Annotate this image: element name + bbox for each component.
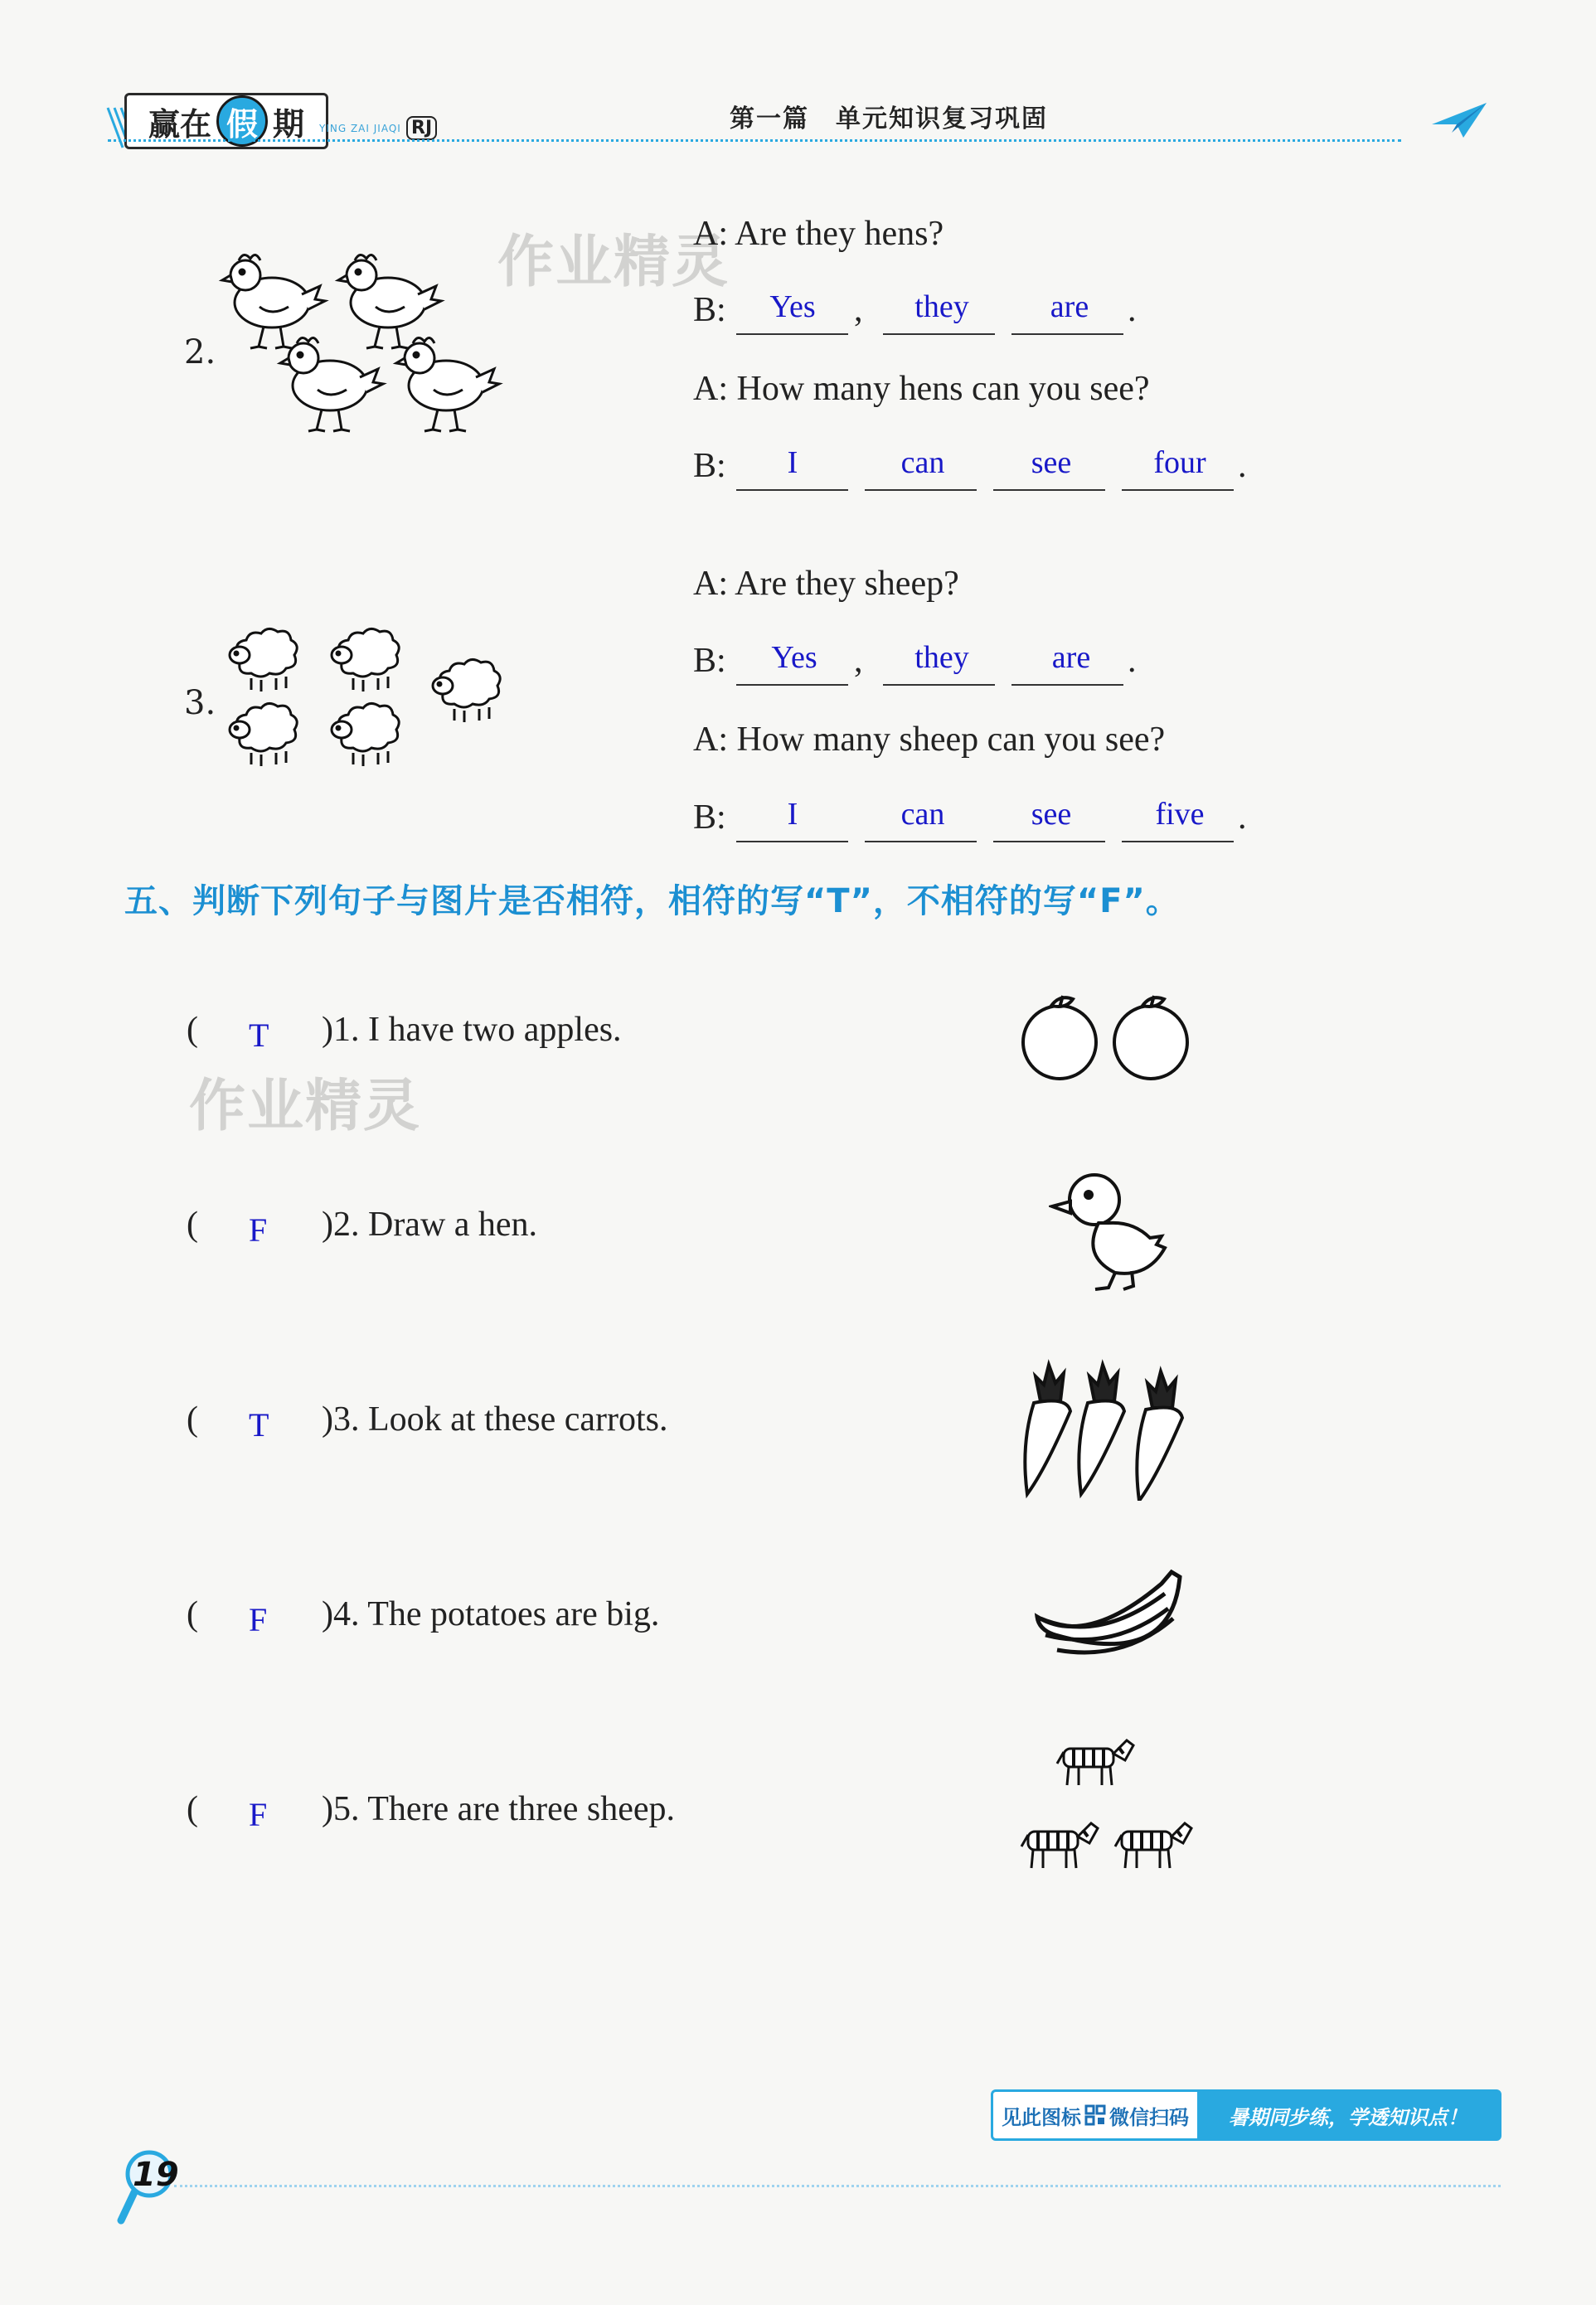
section-title: 第一篇 单元知识复习巩固 <box>730 104 1048 133</box>
period: . <box>1238 447 1247 485</box>
answer-text: Yes <box>769 289 816 324</box>
section-5-title: 五、判断下列句子与图片是否相符，相符的写“T”，不相符的写“F”。 <box>124 882 1180 920</box>
duck-icon <box>1049 1165 1173 1298</box>
question-number: 3. <box>184 684 216 722</box>
brand-text: 赢在 <box>148 105 211 143</box>
dialog-question: A: Are they sheep? <box>693 565 959 603</box>
answer-text: see <box>1031 445 1072 480</box>
question-number: 2. <box>184 333 216 371</box>
tf-answer[interactable]: T <box>249 1406 269 1444</box>
statement-text: )1. I have two apples. <box>322 1011 622 1049</box>
header-divider <box>108 139 1401 142</box>
qr-code-icon <box>1084 2104 1106 2126</box>
open-paren: ( <box>187 1011 198 1049</box>
open-paren: ( <box>187 1595 198 1633</box>
page-number: 19 <box>133 2156 179 2194</box>
open-paren: ( <box>187 1790 198 1828</box>
dialog-answer-prefix: B: <box>693 291 726 329</box>
watermark: 作业精灵 <box>497 230 730 295</box>
tf-answer[interactable]: F <box>249 1211 268 1249</box>
edition-badge: RJ <box>406 116 437 140</box>
sheep-picture-icon <box>217 626 524 779</box>
three-carrots-icon <box>1016 1351 1202 1501</box>
three-zebras-icon <box>1016 1737 1206 1895</box>
statement-text: )5. There are three sheep. <box>322 1790 675 1828</box>
answer-text: are <box>1050 289 1089 324</box>
open-paren: ( <box>187 1400 198 1439</box>
answer-text: see <box>1031 797 1072 832</box>
answer-text: they <box>914 640 969 675</box>
answer-text: I <box>787 445 798 480</box>
brand-pinyin: YING ZAI JIAQI <box>319 123 401 134</box>
statement-text: )4. The potatoes are big. <box>322 1595 660 1633</box>
answer-text: they <box>914 289 969 324</box>
footer-scan-text: 见此图标 <box>1002 2105 1081 2129</box>
tf-answer[interactable]: F <box>249 1601 268 1638</box>
dialog-answer-prefix: B: <box>693 642 726 680</box>
open-paren: ( <box>187 1206 198 1244</box>
brand-text-end: 期 <box>273 105 305 143</box>
two-apples-icon <box>1018 991 1201 1082</box>
dialog-question: A: Are they hens? <box>693 215 944 253</box>
answer-text: Yes <box>771 640 817 675</box>
dialog-answer-prefix: B: <box>693 798 726 837</box>
answer-text: can <box>900 445 945 480</box>
tf-answer[interactable]: T <box>249 1017 269 1054</box>
period: . <box>1128 642 1137 680</box>
footer-divider <box>174 2185 1501 2187</box>
answer-text: five <box>1155 797 1205 832</box>
paper-plane-icon <box>1430 99 1488 141</box>
comma: , <box>854 642 863 680</box>
hens-picture-icon <box>214 249 529 456</box>
dialog-answer-prefix: B: <box>693 447 726 485</box>
answer-text: four <box>1153 445 1206 480</box>
statement-text: )3. Look at these carrots. <box>322 1400 668 1439</box>
comma: , <box>854 291 863 329</box>
tf-answer[interactable]: F <box>249 1796 268 1833</box>
answer-text: can <box>900 797 945 832</box>
footer-slogan: 暑期同步练，学透知识点！ <box>1197 2092 1499 2138</box>
statement-text: )2. Draw a hen. <box>322 1206 538 1244</box>
dialog-question: A: How many sheep can you see? <box>693 721 1166 759</box>
brand-highlight: 假 <box>226 105 258 143</box>
period: . <box>1238 798 1247 837</box>
period: . <box>1128 291 1137 329</box>
answer-text: are <box>1051 640 1091 675</box>
bananas-icon <box>1032 1559 1186 1675</box>
footer-promo <box>991 2089 1501 2141</box>
dialog-question: A: How many hens can you see? <box>693 370 1150 408</box>
answer-text: I <box>787 797 798 832</box>
footer-scan <box>993 2101 1197 2130</box>
watermark: 作业精灵 <box>189 1074 422 1139</box>
footer-wechat-text: 微信扫码 <box>1109 2105 1189 2129</box>
